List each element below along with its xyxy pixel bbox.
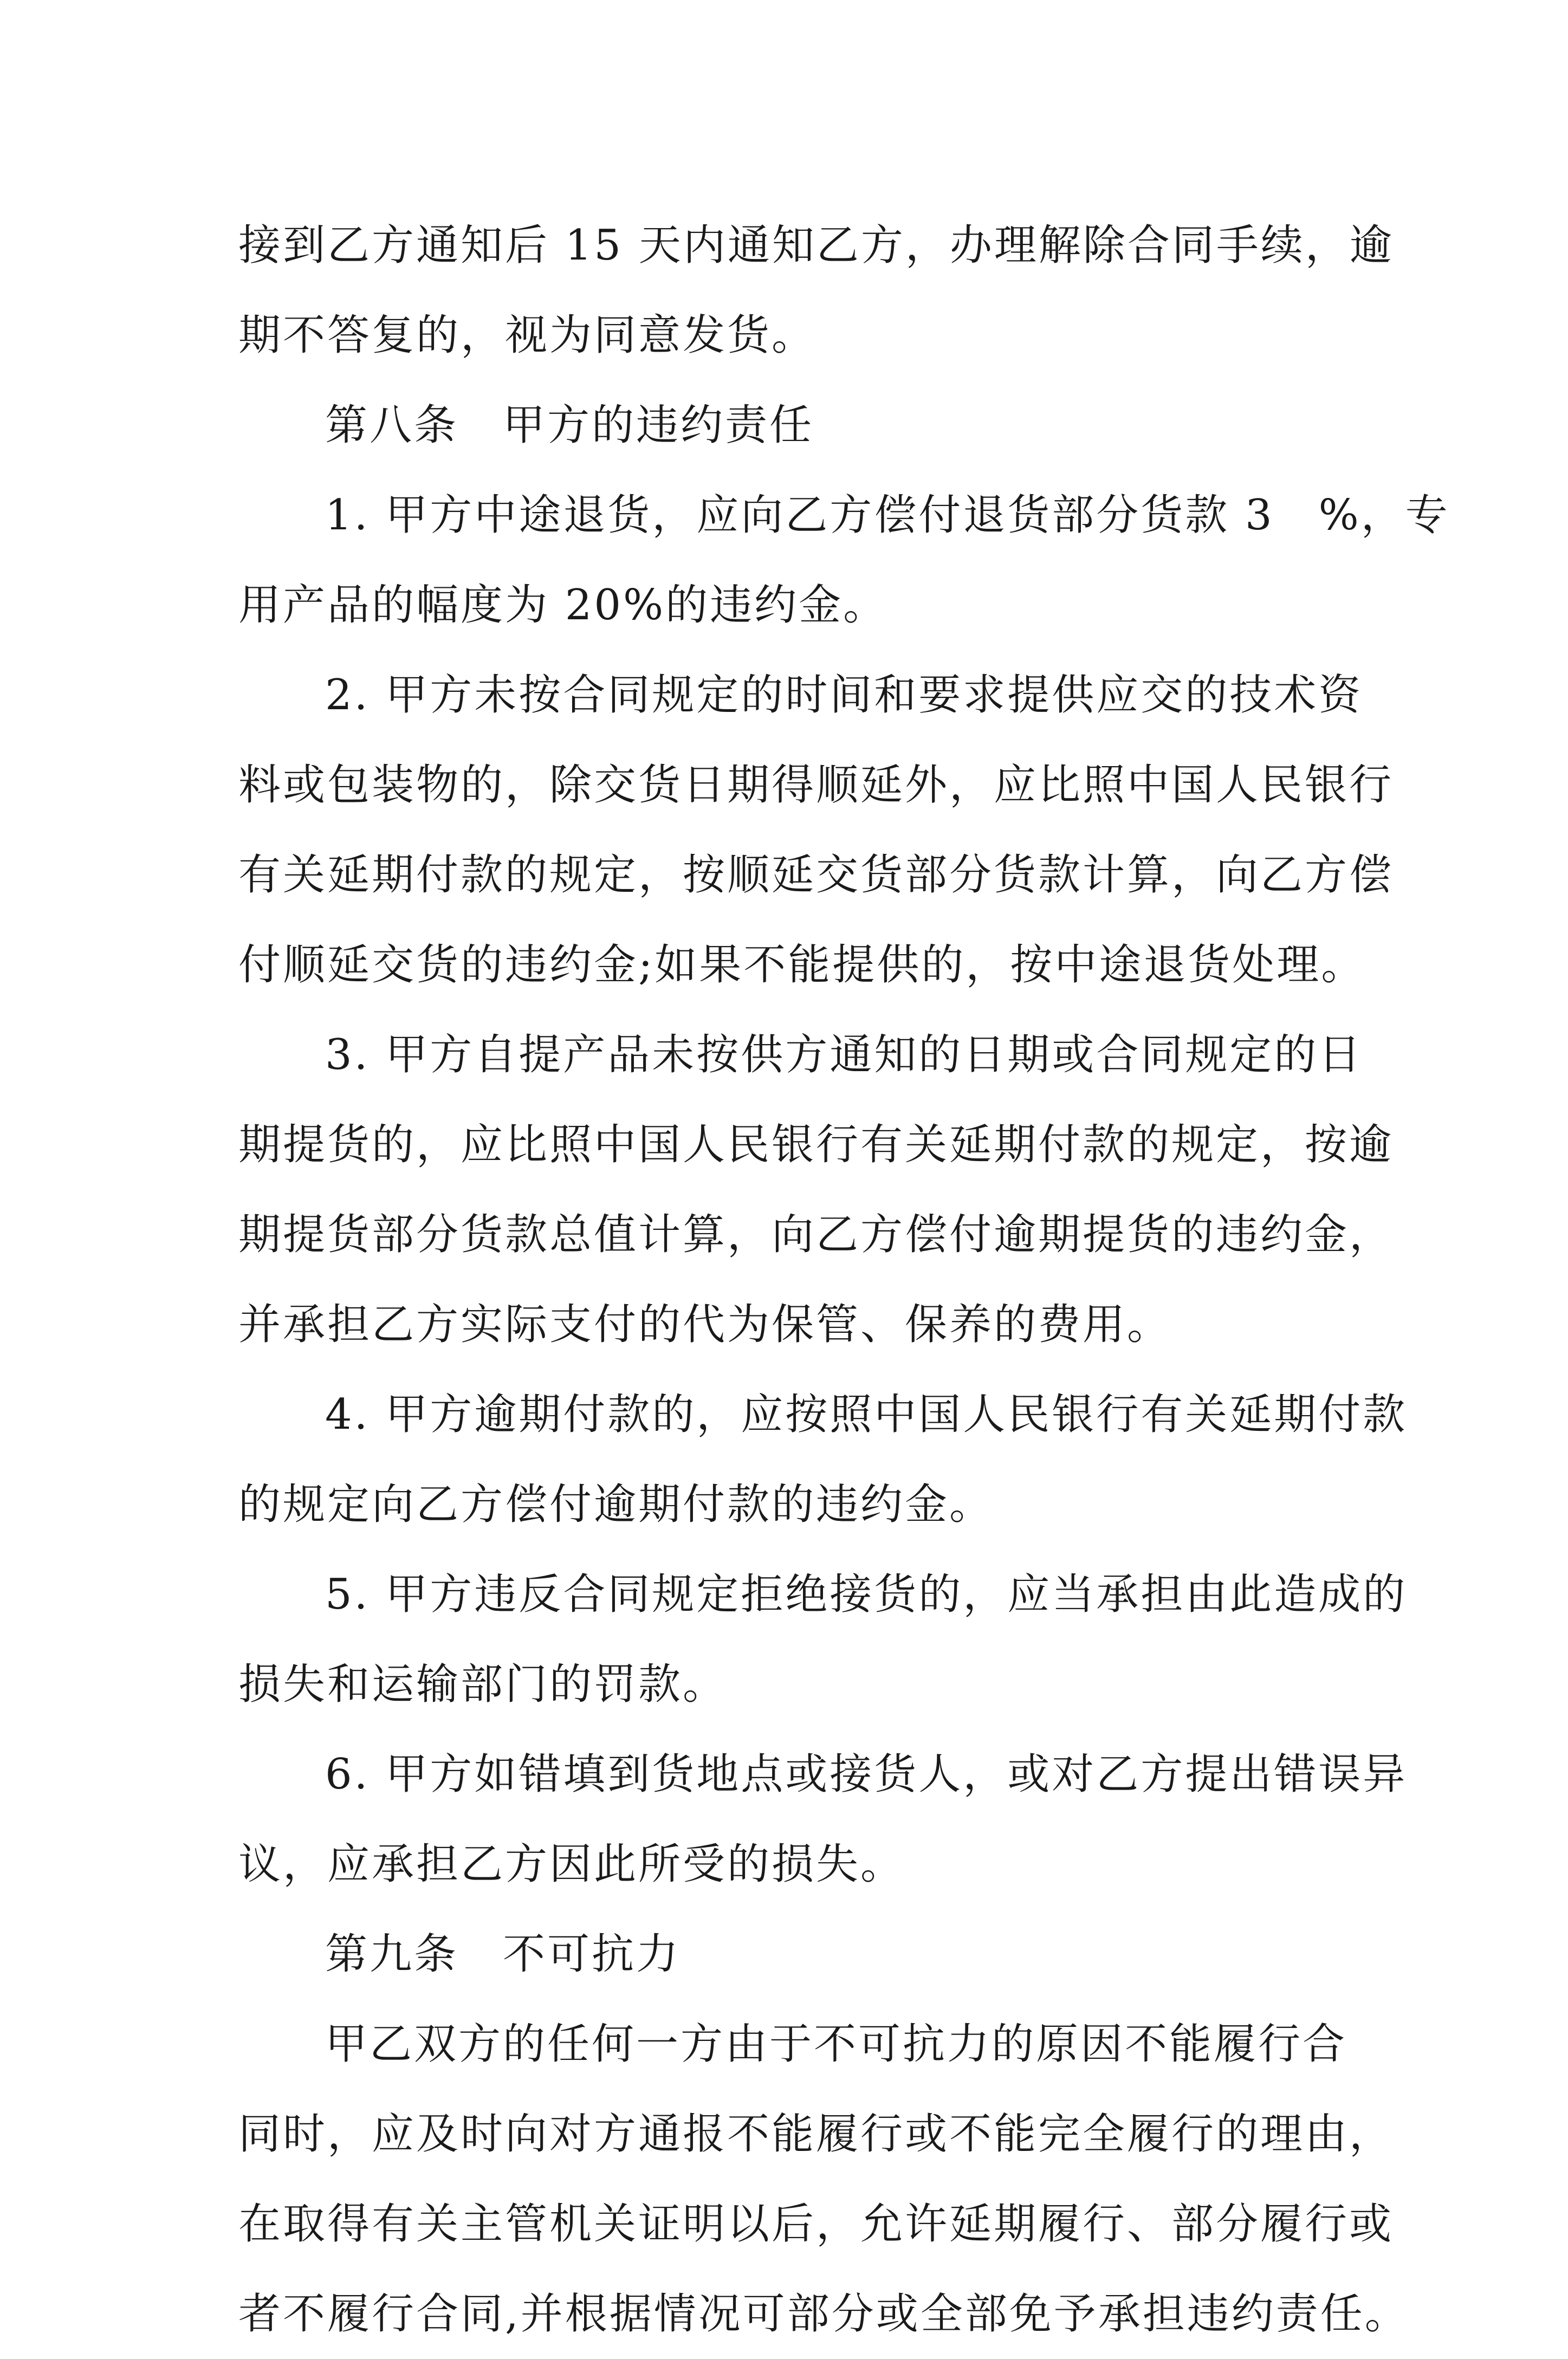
text-line: 者不履行合同,并根据情况可部分或全部免予承担违约责任。 [238,2290,1409,2338]
text-line: 3. 甲方自提产品未按供方通知的日期或合同规定的日 [325,1031,1363,1079]
text-line: 甲乙双方的任何一方由于不可抗力的原因不能履行合 [325,2020,1347,2069]
article-heading-9: 第九条 不可抗力 [325,1930,681,1979]
text-line: 损失和运输部门的罚款。 [238,1660,728,1709]
text-line: 1. 甲方中途退货，应向乙方偿付退货部分货款 3 %，专 [325,491,1450,540]
text-line: 期提货部分货款总值计算，向乙方偿付逾期提货的违约金， [238,1210,1394,1259]
text-line: 用产品的幅度为 20%的违约金。 [238,581,888,630]
text-line: 有关延期付款的规定，按顺延交货部分货款计算，向乙方偿 [238,851,1394,899]
text-line: 的规定向乙方偿付逾期付款的违约金。 [238,1480,994,1529]
text-line: 4. 甲方逾期付款的，应按照中国人民银行有关延期付款 [325,1390,1408,1439]
text-line: 期不答复的，视为同意发货。 [238,311,817,360]
text-line: 6. 甲方如错填到货地点或接货人，或对乙方提出错误异 [325,1750,1408,1799]
text-line: 5. 甲方违反合同规定拒绝接货的，应当承担由此造成的 [325,1570,1408,1619]
text-line: 议，应承担乙方因此所受的损失。 [238,1840,905,1889]
text-line: 接到乙方通知后 15 天内通知乙方，办理解除合同手续，逾 [238,221,1394,270]
text-line: 料或包装物的，除交货日期得顺延外，应比照中国人民银行 [238,761,1394,809]
text-line: 并承担乙方实际支付的代为保管、保养的费用。 [238,1300,1172,1349]
text-line: 2. 甲方未按合同规定的时间和要求提供应交的技术资 [325,671,1363,720]
text-line: 在取得有关主管机关证明以后，允许延期履行、部分履行或 [238,2200,1394,2248]
text-line: 期提货的，应比照中国人民银行有关延期付款的规定，按逾 [238,1120,1394,1169]
text-line: 付顺延交货的违约金;如果不能提供的，按中途退货处理。 [238,941,1366,989]
contract-text [238,200,1450,2359]
article-heading-8: 第八条 甲方的违约责任 [325,401,814,450]
text-line: 同时，应及时向对方通报不能履行或不能完全履行的理由， [238,2110,1394,2159]
